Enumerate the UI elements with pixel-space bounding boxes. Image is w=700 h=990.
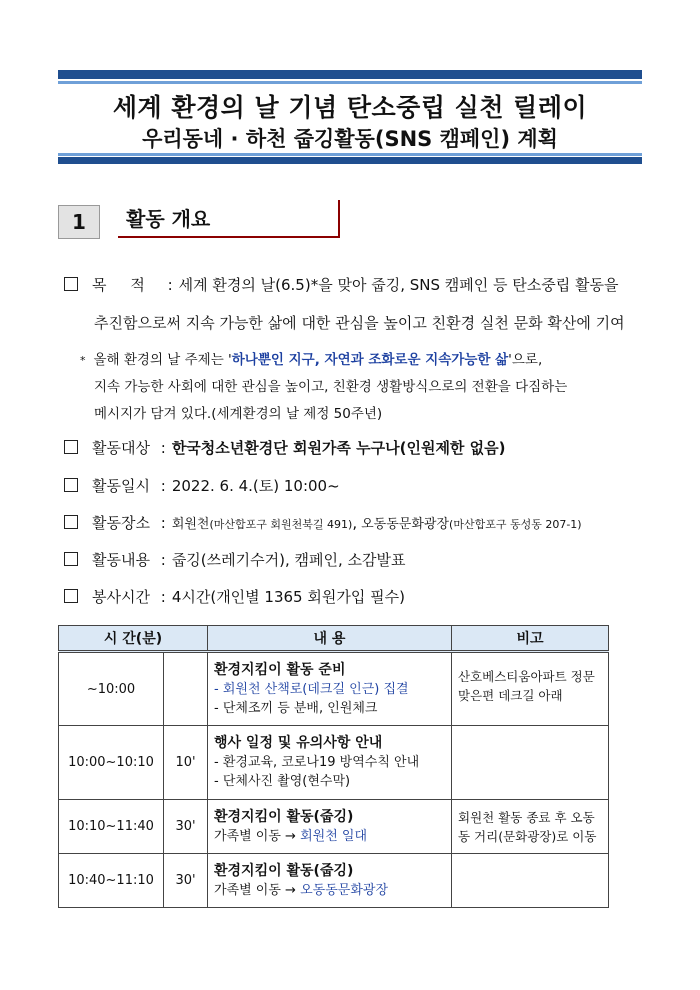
row-remark xyxy=(452,854,609,908)
date-separator: : xyxy=(160,477,166,495)
move-destination: 오동동문화광장 xyxy=(300,882,388,898)
purpose-line xyxy=(64,274,618,296)
row-content xyxy=(208,800,452,854)
purpose-text: 세계 환경의 날(6.5)*을 맞아 줍깅, SNS 캠페인 등 탄소중립 활동을 xyxy=(178,276,619,294)
volunteer-line xyxy=(64,586,405,608)
note-line2: 지속 가능한 사회에 대한 관심을 높이고, 친환경 생활방식으로의 전환을 다짐하는 xyxy=(94,379,568,395)
note-post: '으로, xyxy=(508,352,543,368)
move-destination: 회원천 일대 xyxy=(300,828,368,844)
table-row xyxy=(59,652,609,726)
volunteer-value: 4시간(개인별 1365 회원가입 필수) xyxy=(171,588,405,606)
target-value: 한국청소년환경단 회원가족 누구나(인원제한 없음) xyxy=(171,439,506,457)
table-row xyxy=(59,726,609,800)
row-duration: 30' xyxy=(164,854,208,908)
row-remark xyxy=(452,726,609,800)
row-duration: 10' xyxy=(164,726,208,800)
place-label: 활동장소 xyxy=(92,514,150,532)
place-line xyxy=(64,512,582,536)
row-remark: 산호베스티움아파트 정문 맞은편 데크길 아래 xyxy=(452,652,609,726)
row-title: 환경지킴이 활동 준비 xyxy=(214,661,346,678)
date-label: 활동일시 xyxy=(92,477,150,495)
section-number: 1 xyxy=(58,205,100,239)
volunteer-separator: : xyxy=(160,588,166,606)
row-duration xyxy=(164,652,208,726)
checkbox-icon xyxy=(64,440,78,454)
purpose-text-cont: 추진함으로써 지속 가능한 삶에 대한 관심을 높이고 친환경 실천 문화 확산에 기여 xyxy=(94,314,625,332)
checkbox-icon xyxy=(64,478,78,492)
date-value: 2022. 6. 4.(토) 10:00~ xyxy=(171,477,340,495)
row-title: 행사 일정 및 유의사항 안내 xyxy=(214,735,383,751)
row-item: - 회원천 산책로(데크길 인근) 집결 xyxy=(214,681,409,697)
schedule-table xyxy=(58,625,609,908)
note-pre: 올해 환경의 날 주제는 ' xyxy=(93,352,232,368)
environment-day-theme: 하나뿐인 지구, 자연과 조화로운 지속가능한 삶 xyxy=(231,352,509,368)
row-time: 10:00~10:10 xyxy=(59,726,164,800)
table-row xyxy=(59,854,609,908)
purpose-label: 목 적 xyxy=(92,276,145,294)
row-content xyxy=(208,854,452,908)
row-move xyxy=(214,827,445,846)
move-prefix: 가족별 이동 → xyxy=(214,882,301,898)
header-remark: 비고 xyxy=(452,626,609,652)
row-remark: 회원천 활동 종료 후 오동동 거리(문화광장)로 이동 xyxy=(452,800,609,854)
row-item: - 단체조끼 등 분배, 인원체크 xyxy=(214,700,378,716)
note-line3: 메시지가 담겨 있다.(세계환경의 날 제정 50주년) xyxy=(94,406,383,422)
content-line xyxy=(64,549,405,571)
note-star: * xyxy=(80,354,86,367)
target-label: 활동대상 xyxy=(92,439,150,457)
date-line xyxy=(64,475,340,497)
row-time: ~10:00 xyxy=(59,652,164,726)
place-separator: : xyxy=(160,514,166,532)
checkbox-icon xyxy=(64,589,78,603)
content-value: 줍깅(쓰레기수거), 캠페인, 소감발표 xyxy=(171,551,406,569)
header-content: 내 용 xyxy=(208,626,452,652)
row-item: - 환경교육, 코로나19 방역수칙 안내 xyxy=(214,755,420,770)
place-2: 오동동문화광장 xyxy=(361,517,450,532)
row-content xyxy=(208,652,452,726)
place-1: 회원천 xyxy=(171,517,210,532)
target-separator: : xyxy=(160,439,166,457)
place-sep: , xyxy=(352,514,358,532)
row-title: 환경지킴이 활동(줍깅) xyxy=(214,808,354,825)
target-line xyxy=(64,437,505,459)
row-time: 10:40~11:10 xyxy=(59,854,164,908)
row-move xyxy=(214,881,445,900)
section-title: 활동 개요 xyxy=(118,200,340,238)
checkbox-icon xyxy=(64,277,78,291)
checkbox-icon xyxy=(64,515,78,529)
table-row xyxy=(59,800,609,854)
table-header-row xyxy=(59,626,609,652)
purpose-separator: : xyxy=(167,276,173,294)
row-content xyxy=(208,726,452,800)
row-time: 10:10~11:40 xyxy=(59,800,164,854)
volunteer-label: 봉사시간 xyxy=(92,588,150,606)
theme-note xyxy=(80,349,542,372)
place-2-detail: (마산합포구 동성동 207-1) xyxy=(449,518,582,531)
title-bar-bottom-thick xyxy=(58,157,642,164)
title-bar-top-thick xyxy=(58,70,642,79)
title-bar-top-thin xyxy=(58,81,642,84)
document-title: 세계 환경의 날 기념 탄소중립 실천 릴레이 xyxy=(112,93,588,122)
content-label: 활동내용 xyxy=(92,551,150,569)
move-prefix: 가족별 이동 → xyxy=(214,828,301,844)
checkbox-icon xyxy=(64,552,78,566)
content-separator: : xyxy=(160,551,166,569)
place-1-detail: (마산합포구 회원천북길 491) xyxy=(209,518,353,531)
row-item: - 단체사진 촬영(현수막) xyxy=(214,774,351,789)
title-bar-bottom-thin xyxy=(58,153,642,156)
row-title: 환경지킴이 활동(줍깅) xyxy=(214,862,354,879)
row-duration: 30' xyxy=(164,800,208,854)
header-time: 시 간(분) xyxy=(59,626,208,652)
document-subtitle: 우리동네 · 하천 줍깅활동(SNS 캠페인) 계획 xyxy=(142,127,558,151)
